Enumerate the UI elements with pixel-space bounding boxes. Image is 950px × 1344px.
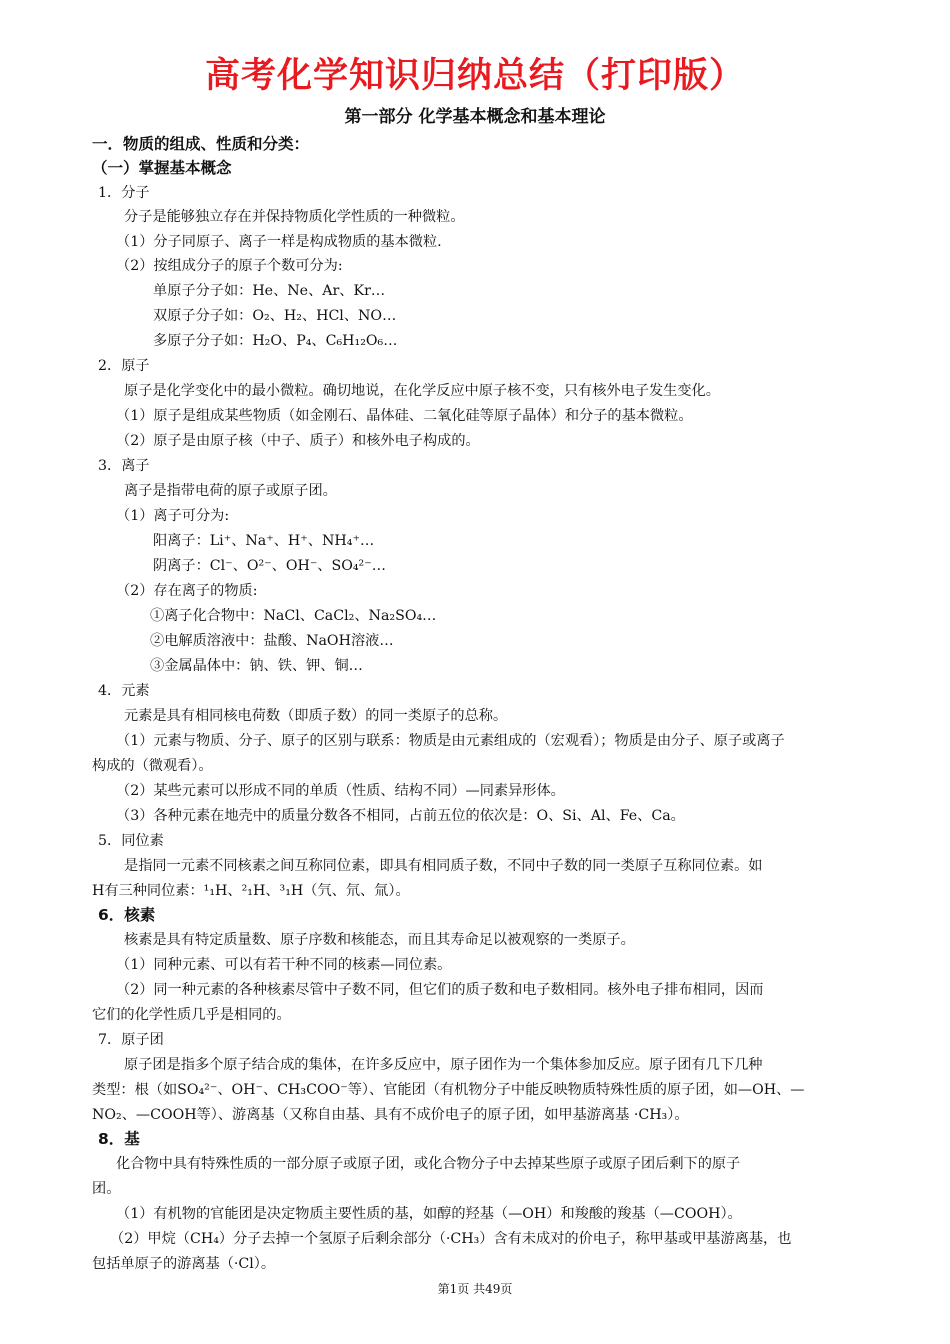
paragraph-line: 是指同一元素不同核素之间互称同位素，即具有相同质子数，不同中子数的同一类原子互称同位素。如 [124,858,763,874]
subsection-heading: （一）掌握基本概念 [92,159,232,177]
item-heading-element: 4．元素 [98,683,150,699]
paragraph-line: 双原子分子如：O₂、H₂、HCl、NO… [153,308,397,324]
paragraph-line: 原子是化学变化中的最小微粒。确切地说，在化学反应中原子核不变，只有核外电子发生变化。 [124,383,720,399]
item-heading-atom: 2．原子 [98,358,150,374]
item-heading-radical: 8．基 [98,1130,140,1148]
paragraph-line: NO₂、—COOH等）、游离基（又称自由基、具有不成价电子的原子团，如甲基游离基 ·CH₃）。 [92,1107,689,1123]
paragraph-line: （1）离子可分为: [116,508,230,524]
item-heading-ion: 3．离子 [98,458,150,474]
paragraph-line: H有三种同位素：¹₁H、²₁H、³₁H（氕、氘、氚）。 [92,883,410,899]
paragraph-line: 原子团是指多个原子结合成的集体，在许多反应中，原子团作为一个集体参加反应。原子团有几下几种 [124,1057,763,1073]
paragraph-line: （3）各种元素在地壳中的质量分数各不相同，占前五位的依次是：O、Si、Al、Fe、Ca。 [116,808,685,824]
item-heading-atomic-group: 7．原子团 [98,1032,164,1048]
paragraph-line: 元素是具有相同核电荷数（即质子数）的同一类原子的总称。 [124,708,508,724]
section-heading: 一．物质的组成、性质和分类： [92,135,310,153]
paragraph-line: （1）同种元素、可以有若干种不同的核素—同位素。 [116,957,452,973]
paragraph-line: 构成的（微观看）。 [92,758,213,774]
paragraph-line: （1）分子同原子、离子一样是构成物质的基本微粒. [116,234,442,250]
paragraph-line: （1）有机物的官能团是决定物质主要性质的基，如醇的羟基（—OH）和羧酸的羧基（—COOH）。 [116,1206,742,1222]
part-heading: 第一部分 化学基本概念和基本理论 [344,107,606,127]
paragraph-line: 化合物中具有特殊性质的一部分原子或原子团，或化合物分子中去掉某些原子或原子团后剩下的原子 [116,1156,741,1172]
paragraph-line: 核素是具有特定质量数、原子序数和核能态，而且其寿命足以被观察的一类原子。 [124,932,635,948]
item-heading-molecule: 1．分子 [98,185,150,201]
paragraph-line: ①离子化合物中：NaCl、CaCl₂、Na₂SO₄… [150,608,437,624]
paragraph-line: 阴离子：Cl⁻、O²⁻、OH⁻、SO₄²⁻… [153,558,386,574]
paragraph-line: ②电解质溶液中：盐酸、NaOH溶液… [150,633,394,649]
paragraph-line: ③金属晶体中：钠、铁、钾、铜… [150,658,363,674]
paragraph-line: （2）同一种元素的各种核素尽管中子数不同，但它们的质子数和电子数相同。核外电子排布相同，因而 [116,982,764,998]
paragraph-line: （2）按组成分子的原子个数可分为: [116,258,343,274]
paragraph-line: 包括单原子的游离基（·Cl）。 [92,1256,276,1272]
paragraph-line: 分子是能够独立存在并保持物质化学性质的一种微粒。 [124,209,465,225]
paragraph-line: （1）原子是组成某些物质（如金刚石、晶体硅、二氧化硅等原子晶体）和分子的基本微粒。 [116,408,693,424]
paragraph-line: （2）甲烷（CH₄）分子去掉一个氢原子后剩余部分（·CH₃）含有未成对的价电子，称甲基或甲基游离基，也 [110,1231,792,1247]
paragraph-line: （1）元素与物质、分子、原子的区别与联系：物质是由元素组成的（宏观看）；物质是由分子、原子或离子 [116,733,785,749]
page-number-footer: 第1页 共49页 [437,1282,513,1296]
document-title: 高考化学知识归纳总结（打印版） [204,56,745,96]
paragraph-line: 单原子分子如：He、Ne、Ar、Kr… [153,283,386,299]
paragraph-line: （2）某些元素可以形成不同的单质（性质、结构不同）—同素异形体。 [116,783,565,799]
paragraph-line: （2）存在离子的物质: [116,583,258,599]
item-heading-isotope: 5．同位素 [98,833,164,849]
paragraph-line: 类型：根（如SO₄²⁻、OH⁻、CH₃COO⁻等）、官能团（有机物分子中能反映物质特殊性质的原子团，如—OH、— [92,1082,805,1098]
paragraph-line: 它们的化学性质几乎是相同的。 [92,1007,291,1023]
paragraph-line: 离子是指带电荷的原子或原子团。 [124,483,337,499]
paragraph-line: （2）原子是由原子核（中子、质子）和核外电子构成的。 [116,433,480,449]
item-heading-nuclide: 6．核素 [98,906,156,924]
paragraph-line: 团。 [92,1181,121,1197]
paragraph-line: 阳离子：Li⁺、Na⁺、H⁺、NH₄⁺… [153,533,375,549]
paragraph-line: 多原子分子如：H₂O、P₄、C₆H₁₂O₆… [153,333,398,349]
